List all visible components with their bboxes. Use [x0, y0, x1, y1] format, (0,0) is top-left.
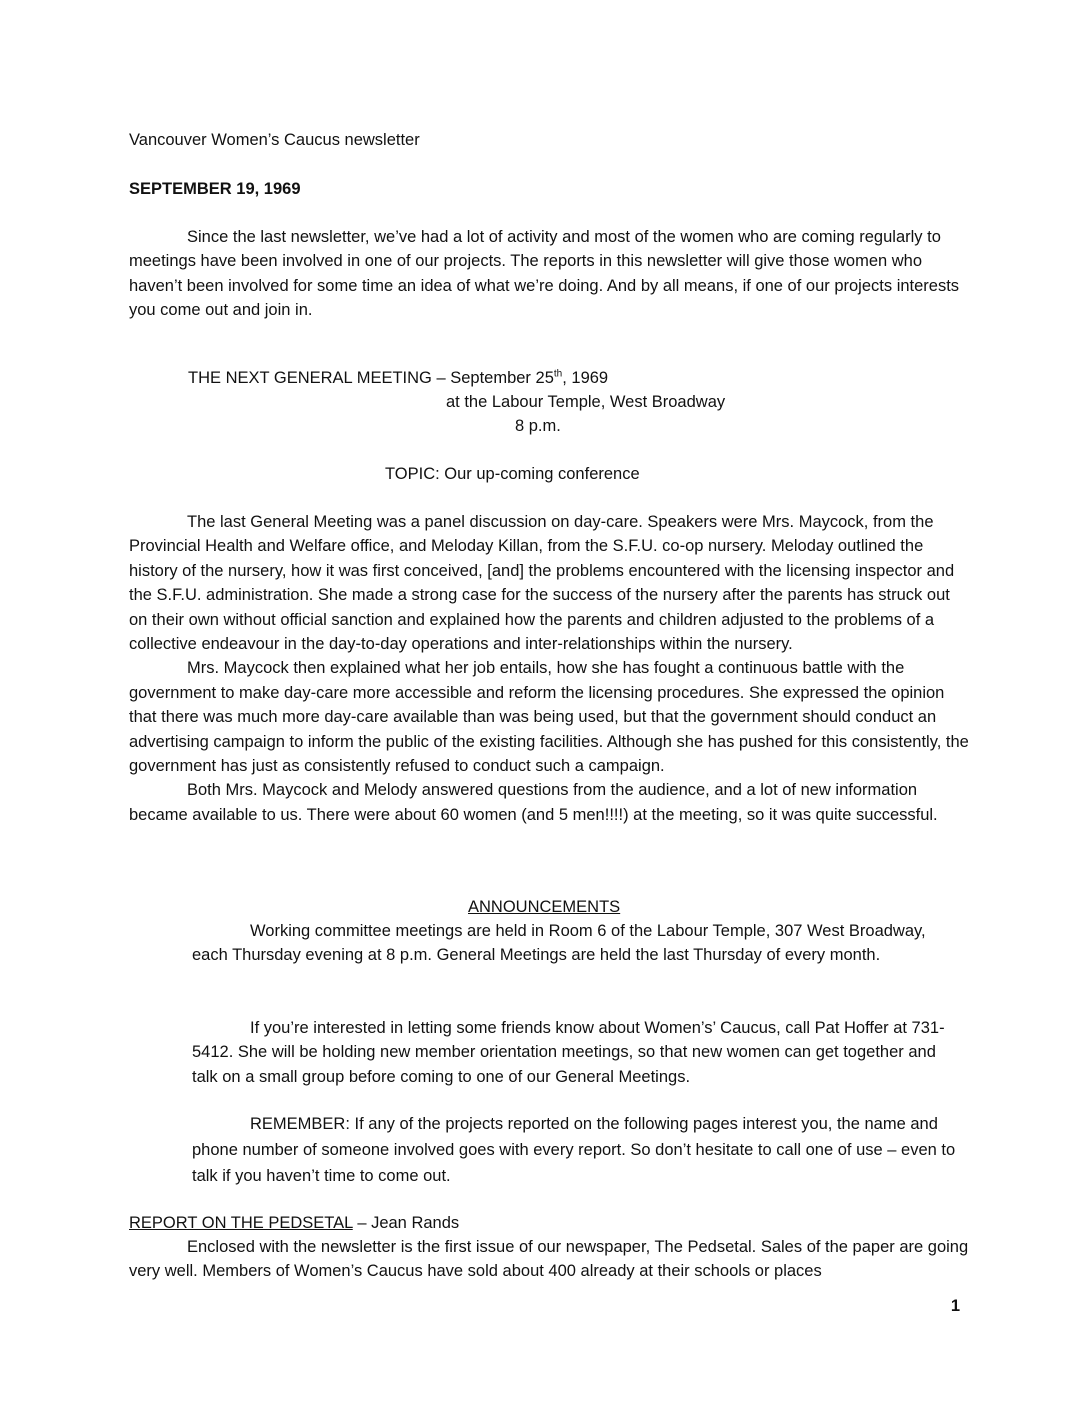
date-suffix: th — [553, 368, 563, 380]
newsletter-date: SEPTEMBER 19, 1969 — [129, 180, 301, 198]
meeting-location: at the Labour Temple, West Broadway — [446, 393, 726, 411]
daycare-paragraph: Both Mrs. Maycock and Melody answered questions from the audience, and a lot of new information became available to us. There were about 60 women (and 5 men!!!!) at the meeting, so it was quite successful. — [129, 781, 938, 824]
daycare-paragraph: Mrs. Maycock then explained what her job entails, how she has fought a continuous battle with the government to make day-care more accessible and reform the licensing procedures. She expressed the opinion that there was much more day-care available than was being used, but that the government should conduct an advertising campaign to inform the public of the existing facilities. Although she has pushed for this consistently, the government has just as consistently refused to conduct such a campaign. — [129, 659, 969, 776]
report-paragraph: Enclosed with the newsletter is the first issue of our newspaper, The Pedsetal. Sales of the paper are going very well. Members of Women’s Caucus have sold about 400 already at their schools or places — [129, 1238, 969, 1281]
meeting-topic: TOPIC: Our up-coming conference — [385, 465, 640, 483]
doc-title: Vancouver Women’s Caucus newsletter — [129, 131, 420, 149]
meeting-time: 8 p.m. — [515, 417, 561, 435]
page-number: 1 — [950, 1297, 960, 1315]
next-meeting-label: THE NEXT GENERAL MEETING – September 25 — [188, 369, 554, 387]
report-heading: REPORT ON THE PEDSETAL — [129, 1214, 353, 1232]
report-heading-line — [129, 1211, 969, 1235]
daycare-paragraph: The last General Meeting was a panel discussion on day-care. Speakers were Mrs. Maycock, from the Provincial Health and Welfare office, and Meloday Killan, from the S.F.U. co-op nursery. Meloday outlined the history of the nursery, how it was first conceived, [and] the problems encountered with the licensing inspector and the S.F.U. administration. She made a strong case for the success of the nursery after the parents has struck out on their own without official sanction and explained how the parents and children adjusted to the problems of a collective endeavour in the day-to-day operations and inter-relationships within the nursery. — [129, 513, 955, 654]
intro-paragraph: Since the last newsletter, we’ve had a lot of activity and most of the women who are coming regularly to meetings have been involved in one of our projects. The reports in this newsletter will give those women who haven’t been involved for some time an idea of what we’re doing. And by all means, if one of our projects interests you come out and join in. — [129, 228, 960, 320]
announcement-item: If you’re interested in letting some friends know about Women’s’ Caucus, call Pat Hoffer at 731-5412. She will be holding new member orientation meetings, so that new women can get together and talk on a small group before coming to one of our General Meetings. — [192, 1019, 945, 1086]
next-meeting-heading — [188, 366, 888, 390]
report-byline: – Jean Rands — [352, 1214, 460, 1232]
announcements-heading: ANNOUNCEMENTS — [468, 898, 621, 916]
next-meeting-year: , 1969 — [562, 369, 609, 387]
announcement-item: Working committee meetings are held in Room 6 of the Labour Temple, 307 West Broadway, each Thursday evening at 8 p.m. General Meetings are held the last Thursday of every month. — [192, 922, 926, 965]
announcement-item: REMEMBER: If any of the projects reported on the following pages interest you, the name and phone number of someone involved goes with every report. So don’t hesitate to call one of use – even to talk if you haven’t time to come out. — [192, 1115, 956, 1185]
daycare-report — [129, 510, 969, 827]
